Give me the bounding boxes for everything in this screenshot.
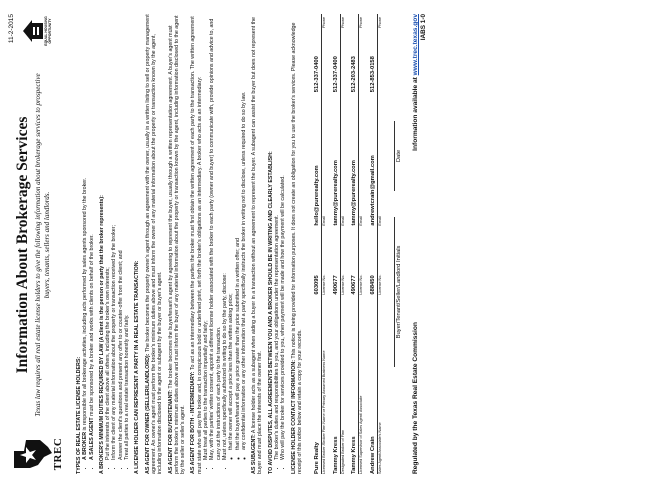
table-label-row: Sales Agent/Associate's Name License No. Email Phone	[377, 17, 382, 474]
disclose-sublist	[228, 14, 247, 460]
contact-paragraph: LICENSE HOLDER CONTACT INFORMATION: This notice is being provided for information purposes. It does not create an obligation for you to use the broker's services. Please acknowledge receipt of this notice below and retain a copy for your records.	[290, 22, 303, 474]
supervisor-name: Tammy Kress	[347, 295, 359, 474]
disputes-heading: TO AVOID DISPUTES, ALL AGREEMENTS BETWEEN YOU AND A BROKER SHOULD BE IN WRITING AND CLEARLY ESTABLISH:	[267, 151, 274, 474]
logo-text: TREC	[52, 437, 64, 471]
trec-website-link[interactable]: www.trec.texas.gov	[412, 14, 420, 76]
info-available: Information available at www.trec.texas.gov IABS 1-0	[412, 14, 428, 151]
document-body	[76, 14, 303, 474]
email: andrewtcrain@gmail.com	[366, 92, 378, 225]
types-list	[82, 14, 95, 474]
form-date: 11-2-2015	[8, 14, 15, 44]
list-item: • A BROKER is responsible for all brokerage activities, including acts performed by sales agents sponsored by the broker.	[82, 14, 88, 460]
eho-text: EQUAL HOUSING OPPORTUNITY	[44, 16, 52, 46]
page-title: Information About Brokerage Services	[14, 116, 31, 374]
form-id: IABS 1-0	[420, 14, 428, 41]
broker-firm-name: Pure Realty	[310, 295, 322, 474]
footer	[412, 14, 427, 474]
duties-heading: A BROKER'S MINIMUM DUTIES REQUIRED BY LAW (A client is the person or party that the broker represents):	[98, 195, 105, 474]
table-label-row: Licensed Broker /Broker Firm Name or Primary Assumed Business Name License No. Email Phone	[322, 17, 327, 474]
table-label-row: Licensed Supervisor of Sales Agent/ Associate License No. Email Phone	[359, 17, 364, 474]
list-item: • Inform the client of any material information about the property or transaction received by the broker;	[111, 14, 117, 460]
page-subtitle: Texas law requires all real estate license holders to give the following information about brokerage services to prospective buyers, tenants, sellers and landlords.	[34, 73, 51, 417]
table-row	[347, 14, 359, 474]
intermediary-list	[203, 14, 247, 474]
table-label-row: Designated Broker of Firm License No. Email Phone	[340, 17, 345, 474]
license-number: 490677	[347, 226, 359, 295]
license-number: 603095	[310, 226, 322, 295]
list-item: ◦ any confidential information or any other information that a party specifically instructs the broker in writing not to disclose, unless required to do so by law.	[241, 14, 247, 450]
equal-housing-logo	[22, 16, 58, 46]
table-row	[366, 14, 378, 474]
license-number: 688450	[366, 226, 378, 295]
phone: 512-337-0400	[310, 14, 322, 92]
list-item: • Put the interests of the client above all others, including the broker's own interests;	[105, 14, 111, 460]
header	[8, 14, 72, 474]
buyer-paragraph: AS AGENT FOR BUYER/TENANT: The broker becomes the buyer/tenant's agent by agreeing to represent the buyer, usually through a written representation agreement. A buyer's agent must perform the broker's minimum duties above and must inform the buyer of any material information about the property or transaction known by the agent, including information disclosed to the agent by the seller or seller's agent.	[167, 15, 187, 474]
list-item: • A SALES AGENT must be sponsored by a broker and works with clients on behalf of the broker.	[89, 14, 95, 460]
house-icon	[22, 19, 44, 43]
date-line[interactable]: Date	[394, 121, 402, 191]
initials-line[interactable]: Buyer/Tenant/Seller/Landlord Initials	[394, 217, 402, 367]
list-item: • Who will pay the broker for services provided to you, when payment will be made and how the payment will be calculated.	[280, 14, 286, 460]
title-block	[14, 68, 51, 422]
phone: 512-337-0400	[329, 14, 341, 92]
owner-paragraph: AS AGENT FOR OWNER (SELLER/LANDLORD): The broker becomes the property owner's agent through an agreement with the owner, usually in a written listing to sell or property management agreement. An owner's agent must perform the broker's minimum duties above and must inform the owner of any material information about the property or transaction known by the agent, including information disclosed to the agent or subagent by the buyer or buyer's agent.	[144, 14, 164, 474]
list-item: • The broker's duties and responsibilities to you, and your obligations under the representation agreement.	[274, 14, 280, 460]
types-heading: TYPES OF REAL ESTATE LICENSE HOLDERS:	[76, 356, 82, 474]
license-number: 490677	[329, 226, 341, 295]
list-item: • May, with the parties' written consent, appoint a different license holder associated with the broker to each party (owner and buyer) to communicate with, provide opinions and advice to, and carry out the instructions of each party to the transaction.	[209, 14, 222, 460]
sales-agent-name: Andrew Crain	[366, 295, 378, 474]
subagent-paragraph: AS SUBAGENT: A license holder acts as a subagent when aiding a buyer in a transaction without an agreement to represent the buyer. A subagent can assist the buyer but does not represent the buyer and must place the interests of the owner first.	[251, 17, 264, 474]
phone: 512-853-0158	[366, 14, 378, 92]
table-row	[310, 14, 322, 474]
email: tammy@purerealty.com	[347, 92, 359, 225]
list-item: ◦ that the owner will accept a price less than the written asking price;	[228, 14, 234, 450]
table-row	[329, 14, 341, 474]
duties-list	[105, 14, 130, 474]
acknowledgement-row	[394, 14, 402, 474]
email: tammy@purerealty.com	[329, 92, 341, 225]
intermediary-paragraph: AS AGENT FOR BOTH - INTERMEDIARY: To act as an intermediary between the parties the broker must first obtain the written agreement of each party to the transaction. The written agreement must state who will pay the broker and, in conspicuous bold or underlined print, set forth the broker's obligations as an intermediary. A broker who acts as an intermediary:	[190, 16, 203, 474]
list-item: • Treat all parties to a real estate transaction honestly and fairly.	[124, 14, 130, 460]
texas-star-icon	[10, 437, 54, 471]
list-item: ◦ that the buyer/tenant will pay a price greater than the price submitted in a written offer; and	[235, 14, 241, 450]
designated-broker-name: Tammy Kress	[329, 295, 341, 474]
list-item: • Answer the client's questions and present any offer to or counter-offer from the client; and	[118, 14, 124, 460]
regulated-by-text: Regulated by the Texas Real Estate Commission	[412, 322, 420, 474]
disputes-list	[274, 14, 287, 474]
license-holder-table	[310, 14, 384, 474]
phone: 512-203-2483	[347, 14, 359, 92]
list-item: • Must treat all parties to the transaction impartially and fairly;	[203, 14, 209, 460]
list-item: • Must not, unless specifically authorized in writing to do so by the party, disclose: ◦ that the owner will accept a price less than the written asking price; ◦ that the buyer/tenant will pay a price greater than the price submitted in a written offer; and ◦ any confidential information or any other information that a party specifically instructs the broker in writing not to disclose, unless required to do so by law.	[222, 14, 247, 460]
email: hello@purerealty.com	[310, 92, 322, 225]
trec-logo	[10, 434, 68, 474]
represent-heading: A LICENSE HOLDER CAN REPRESENT A PARTY IN A REAL ESTATE TRANSACTION:	[134, 260, 141, 474]
